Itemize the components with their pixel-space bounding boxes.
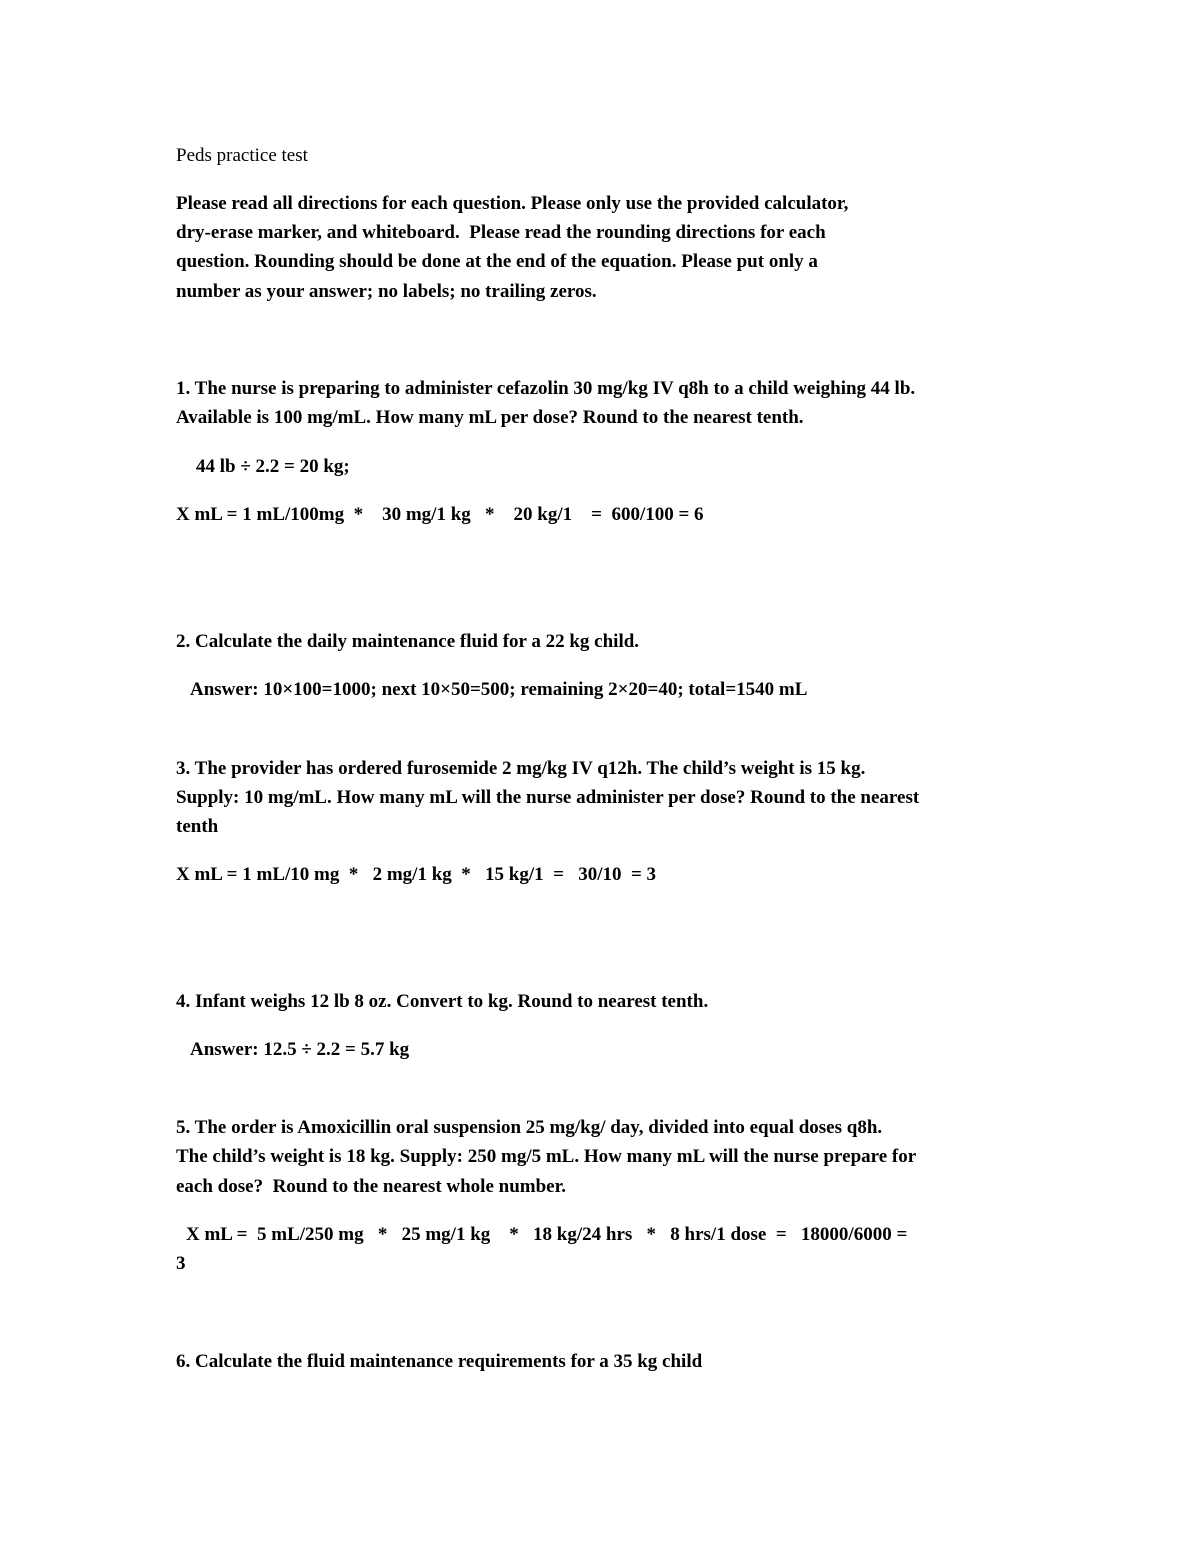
question-3-prompt-line-3: tenth xyxy=(176,816,219,837)
question-4-prompt-line-1: 4. Infant weighs 12 lb 8 oz. Convert to kg. Round to nearest tenth. xyxy=(176,991,709,1012)
question-1-prompt-line-2: Available is 100 mg/mL. How many mL per dose? Round to the nearest tenth. xyxy=(176,407,804,428)
question-1-work-line-1: 44 lb ÷ 2.2 = 20 kg; xyxy=(196,456,350,477)
page-title: Peds practice test xyxy=(176,145,308,166)
directions-line-3: question. Rounding should be done at the end of the equation. Please put only a xyxy=(176,251,818,272)
directions-line-4: number as your answer; no labels; no trailing zeros. xyxy=(176,281,597,302)
question-5-prompt-line-1: 5. The order is Amoxicillin oral suspension 25 mg/kg/ day, divided into equal doses q8h. xyxy=(176,1117,883,1138)
question-3-prompt-line-1: 3. The provider has ordered furosemide 2 mg/kg IV q12h. The child’s weight is 15 kg. xyxy=(176,758,866,779)
question-3-prompt-line-2: Supply: 10 mg/mL. How many mL will the nurse administer per dose? Round to the nearest xyxy=(176,787,920,808)
question-2-work-line-1: Answer: 10×100=1000; next 10×50=500; remaining 2×20=40; total=1540 mL xyxy=(190,679,808,700)
question-5-work-line-1: X mL = 5 mL/250 mg * 25 mg/1 kg * 18 kg/24 hrs * 8 hrs/1 dose = 18000/6000 = xyxy=(186,1224,908,1245)
question-3-work-line-1: X mL = 1 mL/10 mg * 2 mg/1 kg * 15 kg/1 = 30/10 = 3 xyxy=(176,864,657,885)
question-1-work-line-2: X mL = 1 mL/100mg * 30 mg/1 kg * 20 kg/1 = 600/100 = 6 xyxy=(176,504,704,525)
question-1-prompt-line-1: 1. The nurse is preparing to administer cefazolin 30 mg/kg IV q8h to a child weighing 44 lb. xyxy=(176,378,916,399)
question-4-work-line-1: Answer: 12.5 ÷ 2.2 = 5.7 kg xyxy=(190,1039,410,1060)
question-5-prompt-line-3: each dose? Round to the nearest whole number. xyxy=(176,1176,567,1197)
question-5-work-line-2: 3 xyxy=(176,1253,186,1274)
directions-line-1: Please read all directions for each question. Please only use the provided calculator, xyxy=(176,193,849,214)
question-5-prompt-line-2: The child’s weight is 18 kg. Supply: 250 mg/5 mL. How many mL will the nurse prepare for xyxy=(176,1146,917,1167)
directions-line-2: dry-erase marker, and whiteboard. Please read the rounding directions for each xyxy=(176,222,826,243)
question-6-prompt-line-1: 6. Calculate the fluid maintenance requirements for a 35 kg child xyxy=(176,1351,703,1372)
question-2-prompt-line-1: 2. Calculate the daily maintenance fluid for a 22 kg child. xyxy=(176,631,640,652)
